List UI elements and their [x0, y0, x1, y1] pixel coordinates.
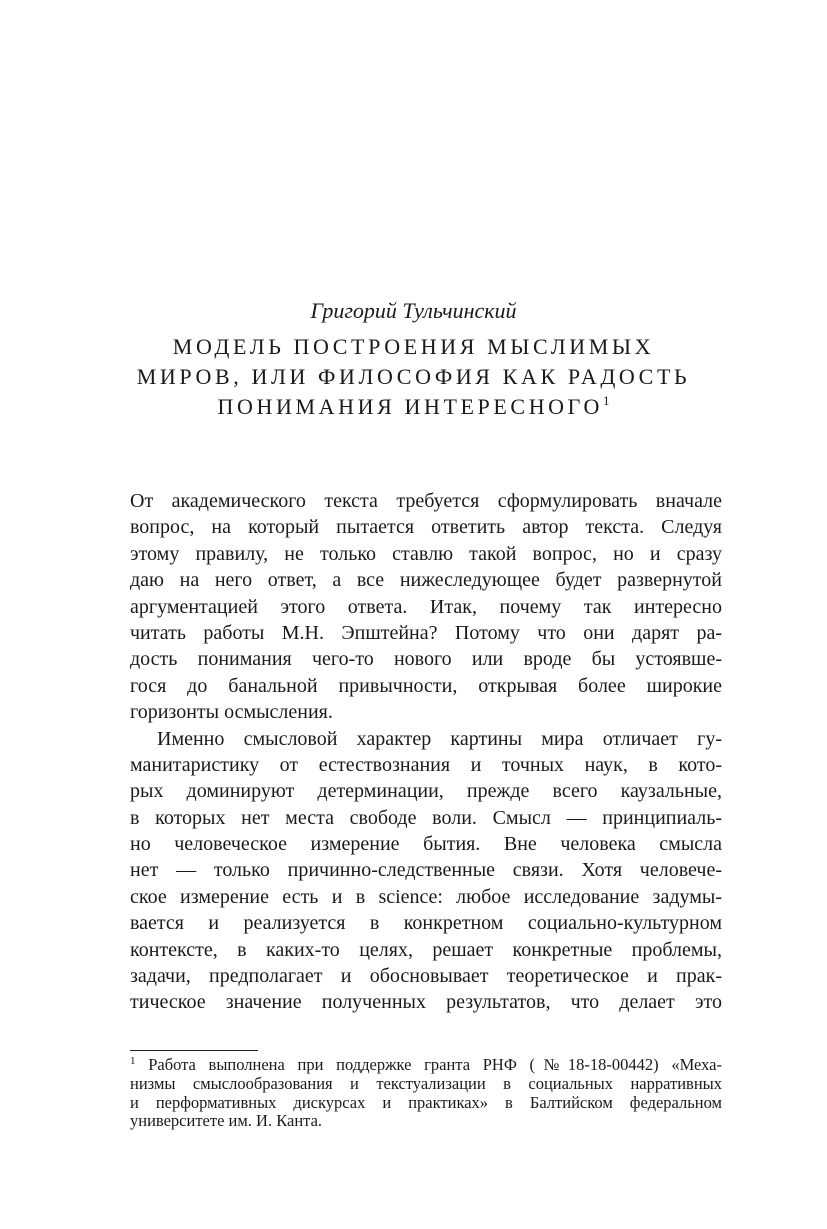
body-line: но человеческое измерение бытия. Вне человека смысла: [130, 833, 722, 856]
body-line: в которых нет места свободе воли. Смысл — принципиаль-: [130, 806, 722, 829]
body-line: От академического текста требуется сформулировать вначале: [130, 490, 722, 512]
body-line: дость понимания чего-то нового или вроде бы устоявше-: [130, 648, 722, 671]
body-line: нет — только причинно-следственные связи. Хотя человече-: [130, 859, 722, 882]
body-line: аргументацией этого ответа. Итак, почему так интересно: [130, 595, 722, 618]
footnote-line: низмы смыслообразования и текстуализации в социальных нарративных: [130, 1073, 722, 1093]
footnote-line-text: Работа выполнена при поддержке гранта РНФ (№18-18-00442) «Меха-: [148, 1055, 722, 1074]
body-line: горизонты осмысления.: [130, 701, 333, 724]
body-line: тическое значение полученных результатов, что делает это: [130, 991, 722, 1014]
body-line: Именно смысловой характер картины мира отличает гу-: [157, 727, 722, 750]
body-line: гося до банальной привычности, открывая более широкие: [130, 674, 722, 697]
title-footnote-mark: 1: [602, 393, 610, 408]
title-line-1: МОДЕЛЬ ПОСТРОЕНИЯ МЫСЛИМЫХ: [172, 334, 655, 359]
body-line: контексте, в каких-то целях, решает конкретные проблемы,: [130, 938, 722, 961]
body-line: вается и реализуется в конкретном социально-культурном: [130, 912, 722, 935]
body-line: читать работы М.Н. Эпштейна? Потому что они дарят ра-: [130, 621, 722, 644]
footnote-line: [130, 1056, 722, 1075]
footnote-mark: 1: [130, 1055, 136, 1067]
body-line: этому правилу, не только ставлю такой вопрос, но и сразу: [130, 542, 722, 565]
body-line: вопрос, на который пытается ответить автор текста. Следуя: [130, 516, 722, 539]
footnote: [130, 1056, 722, 1131]
footnote-line: университете им. И. Канта.: [130, 1111, 323, 1131]
body-line: задачи, предполагает и обосновывает теоретическое и прак-: [130, 965, 722, 988]
chapter-title: [100, 332, 727, 422]
body-line: рых доминируют детерминации, прежде всего каузальные,: [130, 780, 722, 803]
body-line: даю на него ответ, а все нижеследующее будет развернутой: [130, 569, 722, 592]
body-line: манитаристику от естествознания и точных наук, в кото-: [130, 753, 722, 776]
author-name: Григорий Тульчинский: [310, 298, 517, 323]
footnote-divider: [130, 1050, 258, 1051]
title-line-3-text: ПОНИМАНИЯ ИНТЕРЕСНОГО: [217, 394, 603, 419]
body-line: ское измерение есть и в science: любое исследование задумы-: [130, 885, 722, 908]
footnote-line: и перформативных дискурсах и практиках» в Балтийском федеральном: [130, 1092, 722, 1112]
body-text: [130, 488, 722, 1016]
title-line-3: [100, 392, 727, 422]
title-line-2: МИРОВ, ИЛИ ФИЛОСОФИЯ КАК РАДОСТЬ: [136, 364, 691, 389]
